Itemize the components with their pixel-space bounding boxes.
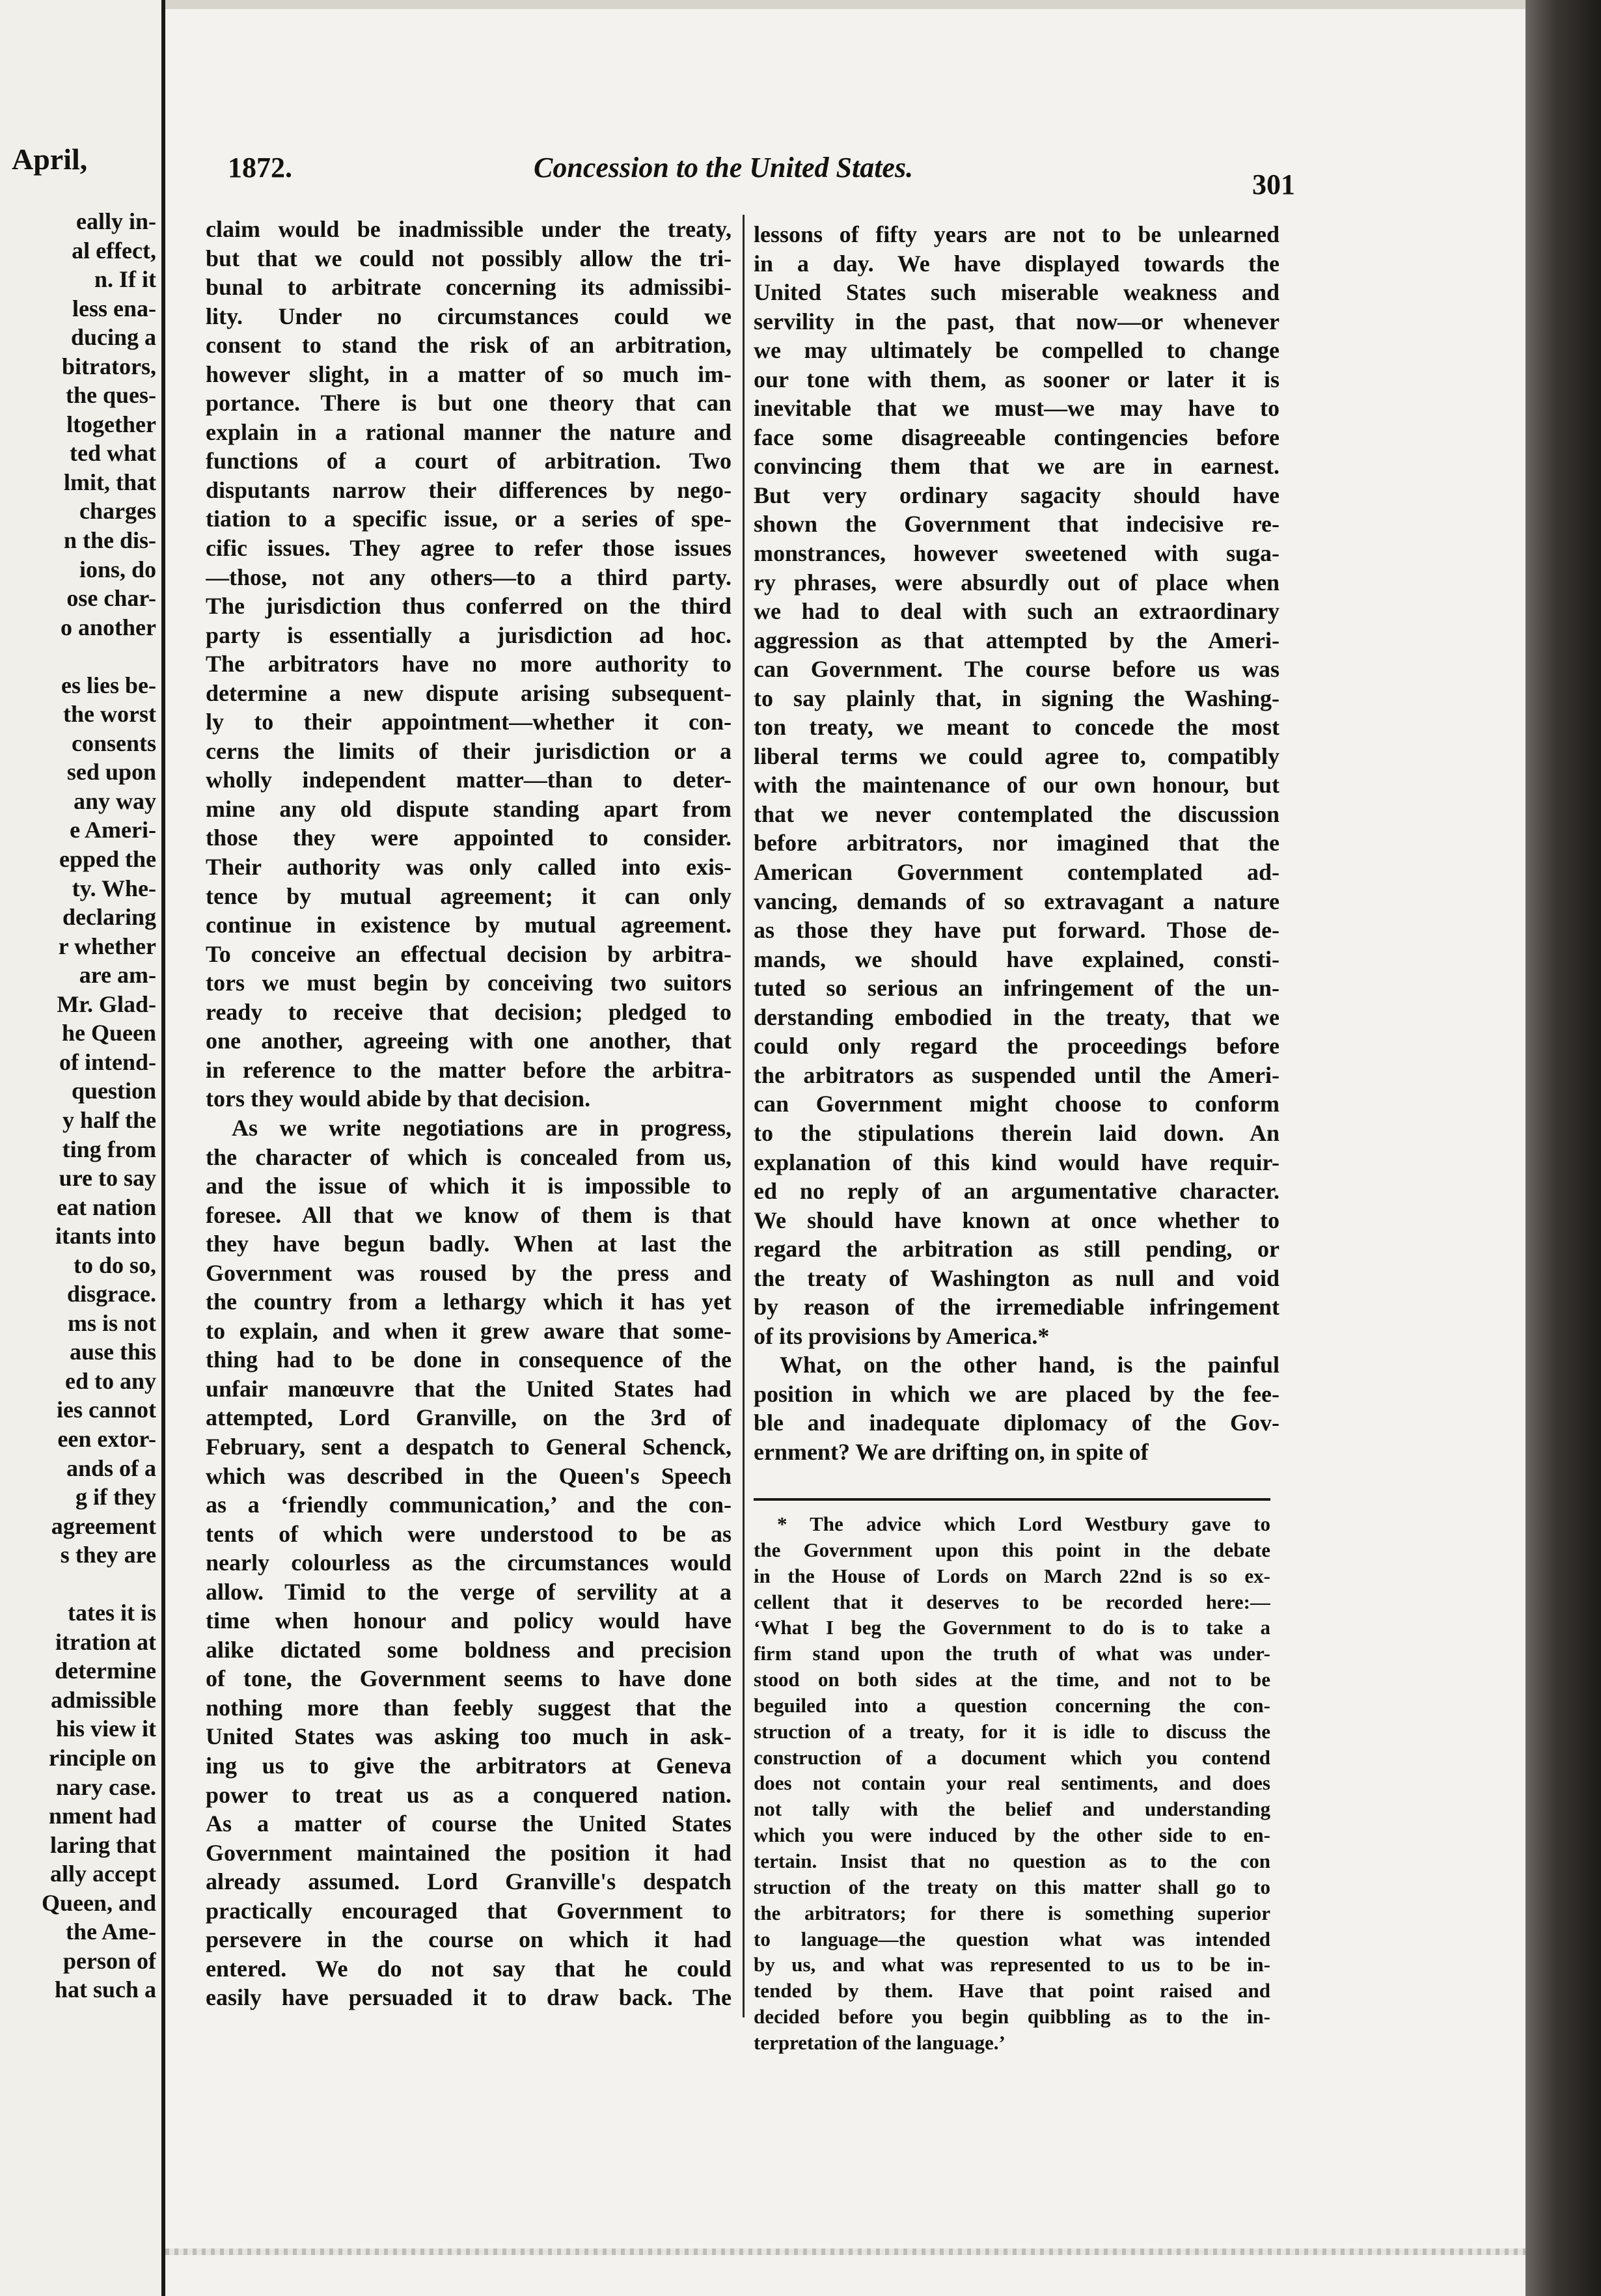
- text-line: one another, agreeing with one another, that: [206, 1028, 732, 1054]
- text-line: explain in a rational manner the nature and: [206, 418, 732, 445]
- text-line: position in which we are placed by the fee-: [754, 1380, 1279, 1407]
- text-line: ble and inadequate diplomacy of the Gov-: [754, 1410, 1279, 1436]
- text-line: in a day. We have displayed towards the: [754, 250, 1279, 277]
- text-line: tors we must begin by conceiving two suitors: [206, 970, 732, 996]
- text-line: convincing them that we are in earnest.: [754, 453, 1279, 480]
- text-line: alike dictated some boldness and precision: [206, 1636, 732, 1663]
- footnote-line: to language—the question what was intended: [754, 1927, 1270, 1950]
- text-line: servility in the past, that now—or whenever: [754, 308, 1279, 335]
- facing-page-line: ms is not: [67, 1309, 156, 1336]
- text-line: bunal to arbitrate concerning its admissibi-: [206, 274, 732, 301]
- text-line: which was described in the Queen's Speech: [206, 1462, 732, 1489]
- text-line: power to treat us as a conquered nation.: [206, 1781, 732, 1808]
- text-line: that we never contemplated the discussion: [754, 800, 1279, 827]
- text-line: As we write negotiations are in progress,: [232, 1114, 732, 1141]
- facing-page-line: e Ameri-: [70, 817, 156, 843]
- text-line: tors they would abide by that decision.: [206, 1086, 591, 1112]
- footnote-line: tertain. Insist that no question as to the con: [754, 1849, 1270, 1872]
- facing-page-line: s they are: [60, 1542, 156, 1568]
- facing-page-line: ting from: [62, 1136, 156, 1162]
- text-line: attempted, Lord Granville, on the 3rd of: [206, 1404, 732, 1431]
- text-line: derstanding embodied in the treaty, that we: [754, 1004, 1279, 1030]
- header-title: Concession to the United States.: [534, 152, 914, 184]
- facing-page-line: een extor-: [57, 1425, 156, 1452]
- facing-page-header: April,: [12, 143, 88, 176]
- page-bottom-edge: [165, 2248, 1526, 2255]
- facing-page-line: ose char-: [66, 585, 156, 612]
- facing-page-fragment: [0, 0, 165, 2296]
- text-line: we had to deal with such an extraordinary: [754, 598, 1279, 625]
- text-line: we may ultimately be compelled to change: [754, 337, 1279, 364]
- facing-page-line: itants into: [55, 1223, 156, 1250]
- facing-page-line: ause this: [69, 1339, 156, 1365]
- text-line: time when honour and policy would have: [206, 1607, 732, 1634]
- column-divider: [743, 215, 745, 2017]
- text-line: regard the arbitration as still pending, or: [754, 1236, 1279, 1263]
- facing-page-line: ands of a: [66, 1455, 156, 1481]
- facing-page-line: es lies be-: [61, 672, 156, 698]
- facing-page-line: g if they: [75, 1484, 156, 1510]
- facing-page-line: Mr. Glad-: [57, 991, 156, 1017]
- facing-page-line: question: [71, 1078, 156, 1104]
- facing-page-line: ltogether: [66, 411, 156, 437]
- text-line: tents of which were understood to be as: [206, 1520, 732, 1547]
- text-line: As a matter of course the United States: [206, 1811, 732, 1837]
- text-line: practically encouraged that Government to: [206, 1897, 732, 1924]
- footnote-line: decided before you begin quibbling as to the in-: [754, 2005, 1270, 2029]
- facing-page-line: al effect,: [72, 237, 156, 264]
- text-line: nothing more than feebly suggest that the: [206, 1694, 732, 1721]
- text-line: American Government contemplated ad-: [754, 859, 1279, 886]
- text-line: aggression as that attempted by the Ameri-: [754, 627, 1279, 653]
- text-line: portance. There is but one theory that can: [206, 390, 732, 417]
- facing-page-line: ty. Whe-: [72, 875, 156, 901]
- page-number: 301: [1252, 169, 1295, 200]
- facing-page-line: y half the: [62, 1106, 156, 1133]
- text-line: before arbitrators, nor imagined that the: [754, 830, 1279, 856]
- text-line: explanation of this kind would have requir-: [754, 1149, 1279, 1175]
- page-top-edge: [165, 0, 1526, 9]
- right-column: [754, 220, 1279, 1467]
- running-header: [228, 151, 1295, 200]
- facing-page-line: his view it: [55, 1715, 156, 1742]
- text-line: vancing, demands of so extravagant a nature: [754, 888, 1279, 914]
- facing-page-line: n. If it: [94, 266, 156, 293]
- text-line: But very ordinary sagacity should have: [754, 482, 1279, 508]
- text-line: mands, we should have explained, consti-: [754, 946, 1279, 972]
- footnote-line: stood on both sides at the time, and not to be: [754, 1668, 1270, 1691]
- facing-page-line: of intend-: [59, 1048, 156, 1075]
- text-line: continue in existence by mutual agreement.: [206, 912, 732, 938]
- facing-page-line: any way: [73, 787, 156, 814]
- text-line: they have begun badly. When at last the: [206, 1231, 732, 1257]
- text-line: The arbitrators have no more authority to: [206, 651, 732, 677]
- text-line: United States such miserable weakness and: [754, 279, 1279, 306]
- text-line: could only regard the proceedings before: [754, 1033, 1279, 1059]
- footnote-line: not tally with the belief and understanding: [754, 1797, 1270, 1821]
- text-line: monstrances, however sweetened with suga-: [754, 540, 1279, 567]
- text-line: nearly colourless as the circumstances would: [206, 1550, 732, 1576]
- text-line: face some disagreeable contingencies before: [754, 424, 1279, 450]
- text-line: consent to stand the risk of an arbitration,: [206, 332, 732, 359]
- text-line: wholly independent matter—than to deter-: [206, 767, 732, 793]
- text-line: thing had to be done in consequence of the: [206, 1346, 732, 1373]
- text-line: the arbitrators as suspended until the Ameri-: [754, 1061, 1279, 1088]
- text-line: but that we could not possibly allow the tri-: [206, 245, 732, 271]
- facing-page-line: nment had: [48, 1803, 156, 1829]
- text-line: foresee. All that we know of them is that: [206, 1201, 732, 1228]
- footnote-line: struction of a treaty, for it is idle to discuss the: [754, 1719, 1270, 1743]
- text-line: to say plainly that, in signing the Washing-: [754, 685, 1279, 711]
- facing-page-line: the Ame-: [66, 1919, 156, 1945]
- text-line: those they were appointed to consider.: [206, 825, 732, 851]
- text-line: the treaty of Washington as null and void: [754, 1264, 1279, 1291]
- text-line: in reference to the matter before the arbitra-: [206, 1056, 732, 1083]
- text-line: What, on the other hand, is the painful: [780, 1352, 1279, 1378]
- text-line: with the maintenance of our own honour, but: [754, 772, 1279, 799]
- text-line: already assumed. Lord Granville's despatch: [206, 1868, 732, 1895]
- text-line: liberal terms we could agree to, compatibly: [754, 743, 1279, 769]
- text-line: ernment? We are drifting on, in spite of: [754, 1438, 1149, 1465]
- facing-page-line: charges: [79, 498, 156, 525]
- facing-page-line: the ques-: [65, 382, 156, 409]
- text-line: February, sent a despatch to General Schenck,: [206, 1433, 732, 1460]
- text-line: —those, not any others—to a third party.: [206, 564, 732, 590]
- text-line: To conceive an effectual decision by arbitra-: [206, 940, 732, 967]
- text-line: lessons of fifty years are not to be unlearned: [754, 221, 1279, 247]
- text-line: to the stipulations therein laid down. An: [754, 1119, 1279, 1146]
- facing-page-line: bitrators,: [62, 353, 156, 379]
- text-line: claim would be inadmissible under the treaty,: [206, 216, 732, 242]
- text-line: our tone with them, as sooner or later it is: [754, 366, 1279, 392]
- text-line: tiation to a specific issue, or a series of spe-: [206, 506, 732, 532]
- facing-page-line: itration at: [55, 1628, 156, 1655]
- text-line: ton treaty, we meant to concede the most: [754, 714, 1279, 741]
- page-edge-shadow: [1526, 0, 1601, 2296]
- text-line: to explain, and when it grew aware that some-: [206, 1317, 732, 1344]
- text-line: Government maintained the position it had: [206, 1839, 732, 1866]
- footnote-line: terpretation of the language.’: [754, 2030, 1006, 2054]
- text-line: easily have persuaded it to draw back. The: [206, 1984, 732, 2011]
- footnote-line: beguiled into a question concerning the con-: [754, 1693, 1270, 1717]
- text-line: determine a new dispute arising subsequent-: [206, 679, 732, 706]
- footnote-line: cellent that it deserves to be recorded here:—: [754, 1590, 1270, 1613]
- text-line: mine any old dispute standing apart from: [206, 795, 732, 822]
- text-line: ing us to give the arbitrators at Geneva: [206, 1752, 732, 1779]
- footnote-line: the Government upon this point in the debate: [754, 1538, 1270, 1561]
- text-line: United States was asking too much in ask-: [206, 1723, 732, 1750]
- facing-page-line: ted what: [70, 440, 156, 467]
- facing-page-text: [0, 207, 156, 2004]
- text-line: ed no reply of an argumentative character.: [754, 1178, 1279, 1205]
- facing-page-line: rinciple on: [48, 1744, 156, 1771]
- text-line: disputants narrow their differences by nego-: [206, 476, 732, 503]
- text-line: We should have known at once whether to: [754, 1207, 1279, 1233]
- text-line: tuted so serious an infringement of the un-: [754, 975, 1279, 1002]
- footnote-line: construction of a document which you contend: [754, 1745, 1270, 1769]
- text-line: unfair manœuvre that the United States had: [206, 1375, 732, 1402]
- text-line: the character of which is concealed from us,: [206, 1143, 732, 1170]
- facing-page-line: agreement: [51, 1512, 156, 1539]
- facing-page-line: laring that: [49, 1831, 156, 1858]
- facing-page-line: eally in-: [76, 208, 156, 234]
- text-line: and the issue of which it is impossible to: [206, 1173, 732, 1199]
- text-line: Their authority was only called into exis-: [206, 854, 732, 881]
- text-line: tence by mutual agreement; it can only: [206, 882, 732, 909]
- footnote-line: struction of the treaty on this matter shall go to: [754, 1875, 1270, 1898]
- text-line: persevere in the course on which it had: [206, 1926, 732, 1953]
- facing-page-line: n the dis-: [63, 527, 156, 554]
- footnote-line: firm stand upon the truth of what was under-: [754, 1642, 1270, 1665]
- facing-page-line: r whether: [58, 933, 156, 959]
- facing-page-line: person of: [63, 1947, 156, 1974]
- text-line: shown the Government that indecisive re-: [754, 511, 1279, 538]
- footnote-line: by us, and what was represented to us to be in-: [754, 1953, 1270, 1976]
- facing-page-line: [0, 642, 156, 671]
- left-column: [206, 215, 732, 2012]
- facing-page-line: declaring: [62, 904, 156, 931]
- facing-page-line: less ena-: [72, 295, 156, 321]
- text-line: of tone, the Government seems to have done: [206, 1665, 732, 1692]
- text-line: of its provisions by America.*: [754, 1322, 1050, 1349]
- text-line: however slight, in a matter of so much im-: [206, 361, 732, 387]
- facing-page-line: the worst: [63, 701, 156, 728]
- text-line: can Government. The course before us was: [754, 656, 1279, 683]
- footnote-rule: [754, 1498, 1270, 1501]
- text-line: ly to their appointment—whether it con-: [206, 709, 732, 735]
- footnote-line: * The advice which Lord Westbury gave to: [777, 1512, 1270, 1535]
- facing-page-line: sed upon: [66, 759, 156, 786]
- text-line: functions of a court of arbitration. Two: [206, 448, 732, 474]
- facing-page-line: ions, do: [79, 556, 156, 582]
- facing-page-line: epped the: [59, 846, 156, 873]
- facing-page-line: nary case.: [56, 1773, 156, 1800]
- text-line: as those they have put forward. Those de-: [754, 917, 1279, 944]
- text-line: cerns the limits of their jurisdiction or a: [206, 737, 732, 764]
- facing-page-line: eat nation: [57, 1194, 156, 1220]
- header-year: 1872.: [228, 152, 292, 184]
- facing-page-line: consents: [71, 730, 156, 756]
- footnote: [754, 1511, 1270, 2056]
- facing-page-line: ally accept: [50, 1861, 156, 1887]
- facing-page-line: admissible: [50, 1686, 156, 1713]
- facing-page-line: ed to any: [64, 1367, 156, 1394]
- text-line: party is essentially a jurisdiction ad hoc.: [206, 622, 732, 648]
- text-line: by reason of the irremediable infringement: [754, 1294, 1279, 1320]
- footnote-line: does not contain your real sentiments, and does: [754, 1771, 1270, 1795]
- facing-page-line: are am-: [79, 962, 156, 989]
- facing-page-line: o another: [61, 614, 156, 640]
- text-line: can Government might choose to conform: [754, 1091, 1279, 1117]
- text-line: cific issues. They agree to refer those issues: [206, 535, 732, 562]
- footnote-line: which you were induced by the other side to en-: [754, 1824, 1270, 1847]
- text-line: ready to receive that decision; pledged to: [206, 998, 732, 1025]
- facing-page-line: he Queen: [61, 1020, 156, 1046]
- text-line: ry phrases, were absurdly out of place when: [754, 569, 1279, 595]
- facing-page-line: tates it is: [68, 1600, 156, 1626]
- footnote-line: ‘What I beg the Government to do is to take a: [754, 1616, 1270, 1639]
- footnote-line: the arbitrators; for there is something superior: [754, 1901, 1270, 1924]
- facing-page-line: to do so,: [73, 1251, 156, 1278]
- text-line: as a ‘friendly communication,’ and the con-: [206, 1492, 732, 1518]
- footnote-line: in the House of Lords on March 22nd is so ex-: [754, 1564, 1270, 1587]
- facing-page-line: ducing a: [70, 324, 156, 351]
- text-line: allow. Timid to the verge of servility at a: [206, 1578, 732, 1605]
- text-line: lity. Under no circumstances could we: [206, 303, 732, 329]
- facing-page-line: disgrace.: [67, 1281, 156, 1307]
- facing-page-line: ies cannot: [57, 1397, 156, 1423]
- facing-page-line: [0, 1570, 156, 1599]
- facing-page-line: lmit, that: [64, 469, 156, 495]
- footnote-line: tended by them. Have that point raised and: [754, 1979, 1270, 2002]
- facing-page-line: ure to say: [59, 1165, 156, 1192]
- facing-page-line: determine: [55, 1658, 156, 1684]
- text-line: the country from a lethargy which it has yet: [206, 1289, 732, 1315]
- facing-page-line: Queen, and: [41, 1889, 156, 1916]
- text-line: The jurisdiction thus conferred on the third: [206, 593, 732, 620]
- facing-page-line: hat such a: [54, 1976, 156, 2003]
- text-line: inevitable that we must—we may have to: [754, 395, 1279, 422]
- text-line: Government was roused by the press and: [206, 1259, 732, 1286]
- text-line: entered. We do not say that he could: [206, 1955, 732, 1982]
